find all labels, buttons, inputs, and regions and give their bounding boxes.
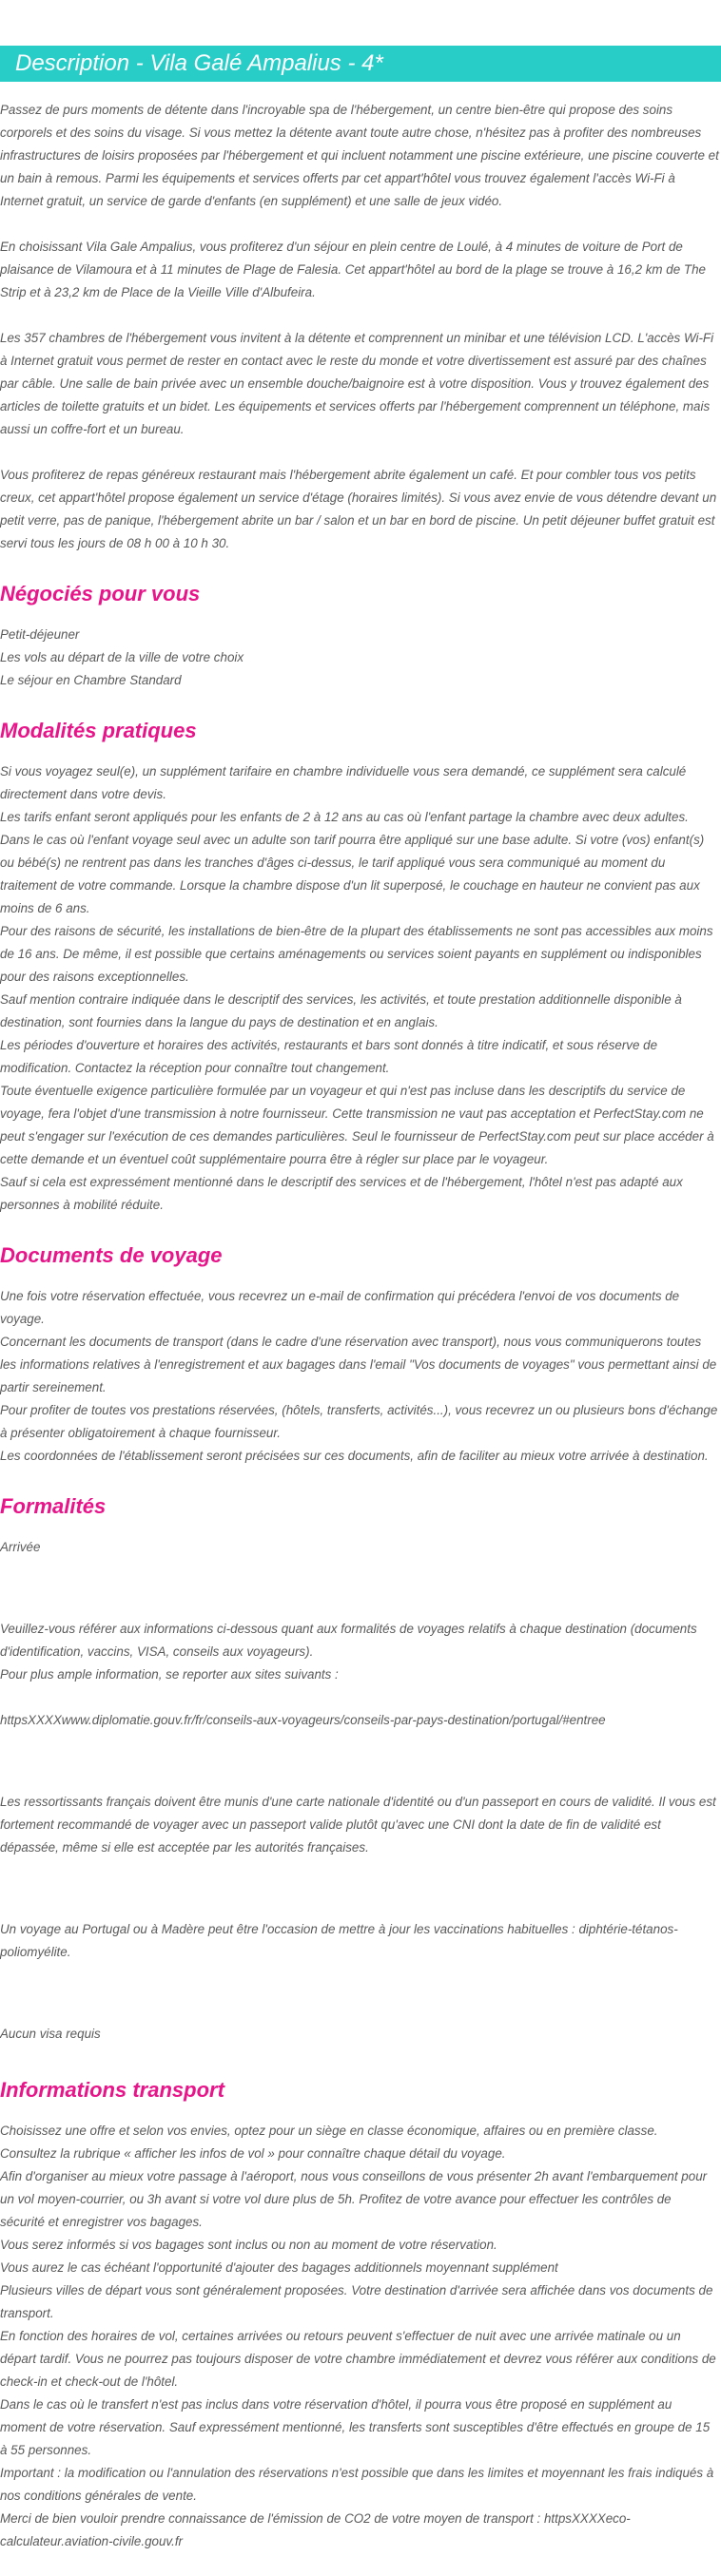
modalites-heading: Modalités pratiques — [0, 719, 197, 742]
description-paragraph-dining: Vous profiterez de repas généreux restaurant mais l'hébergement abrite également un café. Et pour combler tous vos petits creux, cet appart'hôtel propose également un service d'étage (horaires limités). Si vous avez envie de vous détendre devant un petit verre, pas de panique, l'hébergement abrite un bar / salon et un bar en bord de piscine. Un petit déjeuner buffet gratuit est servi tous les jours de 08 h 00 à 10 h 30. — [0, 468, 717, 550]
formalites-vaccins: Un voyage au Portugal ou à Madère peut être l'occasion de mettre à jour les vaccinations habituelles : diphtérie-tétanos-poliomyélite. — [0, 1922, 678, 1959]
main-content — [0, 99, 721, 2576]
formalites-heading: Formalités — [0, 1494, 107, 1518]
description-paragraph-location: En choisissant Vila Gale Ampalius, vous profiterez d'un séjour en plein centre de Loulé, à 4 minutes de voiture de Port de plaisance de Vilamoura et à 11 minutes de Plage de Falesia. Cet appart'hôtel au bord de la plage se trouve à 16,2 km de The Strip et à 23,2 km de Place de la Vieille Ville d'Albufeira. — [0, 240, 706, 299]
transport-line: En fonction des horaires de vol, certaines arrivées ou retours peuvent s'effectuer de nuit avec une arrivée matinale ou un départ tardif. Vous ne pourrez pas toujours disposer de votre chambre immédiatement et devrez vous référer aux conditions de check-in et check-out de l'hôtel. — [0, 2329, 716, 2389]
transport-heading: Informations transport — [0, 2078, 224, 2102]
formalites-arrivee: Arrivée — [0, 1540, 41, 1554]
documents-line: Concernant les documents de transport (dans le cadre d'une réservation avec transport), nous vous communiquerons toutes les informations relatives à l'enregistrement et aux bagages dans l'email "Vos documents de voyages" vous permettant ainsi de partir sereinement. — [0, 1335, 717, 1394]
description-paragraph-rooms: Les 357 chambres de l'hébergement vous invitent à la détente et comprennent un minibar et une télévision LCD. L'accès Wi-Fi à Internet gratuit vous permet de rester en contact avec le reste du monde et votre divertissement est assuré par des chaînes par câble. Une salle de bain privée avec un ensemble douche/baignoire est à votre disposition. Vous y trouvez également des articles de toilette gratuits et un bidet. Les équipements et services offerts par l'hébergement comprennent un téléphone, mais aussi un coffre-fort et un bureau. — [0, 331, 714, 436]
negocies-heading: Négociés pour vous — [0, 582, 201, 606]
modalites-section — [0, 715, 719, 1217]
negocies-item: Le séjour en Chambre Standard — [0, 673, 182, 687]
transport-line: Consultez la rubrique « afficher les infos de vol » pour connaître chaque détail du voyage. — [0, 2146, 506, 2161]
modalites-line: Si vous voyagez seul(e), un supplément tarifaire en chambre individuelle vous sera demandé, ce supplément sera calculé directement dans votre devis. — [0, 764, 687, 801]
transport-line: Dans le cas où le transfert n'est pas inclus dans votre réservation d'hôtel, il pourra vous être proposé en supplément au moment de votre réservation. Sauf expressément mentionné, les transferts sont susceptibles d'être effectués en groupe de 15 à 55 personnes. — [0, 2397, 711, 2457]
description-section — [0, 99, 719, 555]
transport-line: Choisissez une offre et selon vos envies, optez pour un siège en classe économique, affaires ou en première classe. — [0, 2124, 658, 2138]
transport-line: Vous serez informés si vos bagages sont inclus ou non au moment de votre réservation. — [0, 2238, 497, 2252]
formalites-identite: Les ressortissants français doivent être munis d'une carte nationale d'identité ou d'un passeport en cours de validité. Il vous est fortement recommandé de voyager avec un passeport valide plutôt qu'avec une CNI dont la date de fin de validité est dépassée, même si elle est acceptée par les autorités françaises. — [0, 1795, 716, 1855]
modalites-line: Toute éventuelle exigence particulière formulée par un voyageur et qui n'est pas incluse dans les descriptifs du service de voyage, fera l'objet d'une transmission à notre fournisseur. Cette transmission ne vaut pas acceptation et PerfectStay.com ne peut s'engager sur l'exécution de ces demandes particulières. Seul le fournisseur de PerfectStay.com peut sur place accéder à cette demande et un éventuel coût supplémentaire pourra être à régler sur place par le voyageur. — [0, 1084, 714, 1166]
documents-section — [0, 1240, 719, 1468]
negocies-item: Petit-déjeuner — [0, 627, 80, 642]
transport-line: Afin d'organiser au mieux votre passage à l'aéroport, nous vous conseillons de vous présenter 2h avant l'embarquement pour un vol moyen-courrier, ou 3h avant si votre vol dure plus de 5h. Profitez de votre avance pour effectuer les contrôles de sécurité et enregistrer vos bagages. — [0, 2169, 708, 2229]
transport-section — [0, 2074, 719, 2553]
transport-line: Important : la modification ou l'annulation des réservations n'est possible que dans les limites et moyennant les frais indiqués à nos conditions générales de vente. — [0, 2466, 714, 2503]
transport-line: Vous aurez le cas échéant l'opportunité d'ajouter des bagages additionnels moyennant supplément — [0, 2260, 558, 2275]
page-title: Description - Vila Galé Ampalius - 4* — [0, 46, 721, 82]
transport-line[interactable]: Merci de bien vouloir prendre connaissance de l'émission de CO2 de votre moyen de transport : httpsXXXXeco-calculateur.aviation-civile.gouv.fr — [0, 2511, 631, 2548]
documents-line: Pour profiter de toutes vos prestations réservées, (hôtels, transferts, activités...), vous recevrez un ou plusieurs bons d'échange à présenter obligatoirement à chaque fournisseur. — [0, 1403, 718, 1440]
description-paragraph-spa: Passez de purs moments de détente dans l'incroyable spa de l'hébergement, un centre bien-être qui propose des soins corporels et des soins du visage. Si vous mettez la détente avant toute autre chose, n'hésitez pas à profiter des nombreuses infrastructures de loisirs proposées par l'hébergement et qui incluent notamment une piscine extérieure, une piscine couverte et un bain à remous. Parmi les équipements et services offerts par cet appart'hôtel vous trouvez également l'accès Wi-Fi à Internet gratuit, un service de garde d'enfants (en supplément) et une salle de jeux vidéo. — [0, 103, 719, 208]
modalites-line: Dans le cas où l'enfant voyage seul avec un adulte son tarif pourra être appliqué sur une base adulte. Si votre (vos) enfant(s) ou bébé(s) ne rentrent pas dans les tranches d'âges ci-dessus, le tarif appliqué vous sera communiqué au moment du traitement de votre commande. Lorsque la chambre dispose d'un lit superposé, le couchage en hauteur ne convient pas aux moins de 6 ans. — [0, 833, 705, 915]
modalites-line: Sauf si cela est expressément mentionné dans le descriptif des services et de l'hébergement, l'hôtel n'est pas adapté aux personnes à mobilité réduite. — [0, 1175, 683, 1212]
documents-line: Une fois votre réservation effectuée, vous recevrez un e-mail de confirmation qui précédera l'envoi de vos documents de voyage. — [0, 1289, 680, 1326]
modalites-line: Sauf mention contraire indiquée dans le descriptif des services, les activités, et toute prestation additionnelle disponible à destination, sont fournies dans la langue du pays de destination et en anglais. — [0, 992, 682, 1029]
documents-heading: Documents de voyage — [0, 1243, 223, 1267]
modalites-line: Les tarifs enfant seront appliqués pour les enfants de 2 à 12 ans au cas où l'enfant partage la chambre avec deux adultes. — [0, 810, 689, 824]
documents-line: Les coordonnées de l'établissement seront précisées sur ces documents, afin de faciliter au mieux votre arrivée à destination. — [0, 1449, 709, 1463]
formalites-section — [0, 1490, 719, 2068]
formalites-link[interactable]: httpsXXXXwww.diplomatie.gouv.fr/fr/conseils-aux-voyageurs/conseils-par-pays-destination/portugal/#entree — [0, 1713, 606, 1727]
negocies-item: Les vols au départ de la ville de votre choix — [0, 650, 244, 664]
modalites-line: Pour des raisons de sécurité, les installations de bien-être de la plupart des établissements ne sont pas accessibles aux moins de 16 ans. De même, il est possible que certains aménagements ou services soient payants en supplément ou indisponibles pour des raisons exceptionnelles. — [0, 924, 713, 984]
formalites-intro: Veuillez-vous référer aux informations ci-dessous quant aux formalités de voyages relatifs à chaque destination (documents d'identification, vaccins, VISA, conseils aux voyageurs). — [0, 1622, 697, 1659]
formalites-plus: Pour plus ample information, se reporter aux sites suivants : — [0, 1667, 339, 1682]
modalites-line: Les périodes d'ouverture et horaires des activités, restaurants et bars sont donnés à titre indicatif, et sous réserve de modification. Contactez la réception pour connaître tout changement. — [0, 1038, 658, 1075]
formalites-visa: Aucun visa requis — [0, 2027, 101, 2041]
negocies-section — [0, 578, 719, 692]
transport-line: Plusieurs villes de départ vous sont généralement proposées. Votre destination d'arrivée sera affichée dans vos documents de transport. — [0, 2283, 713, 2320]
